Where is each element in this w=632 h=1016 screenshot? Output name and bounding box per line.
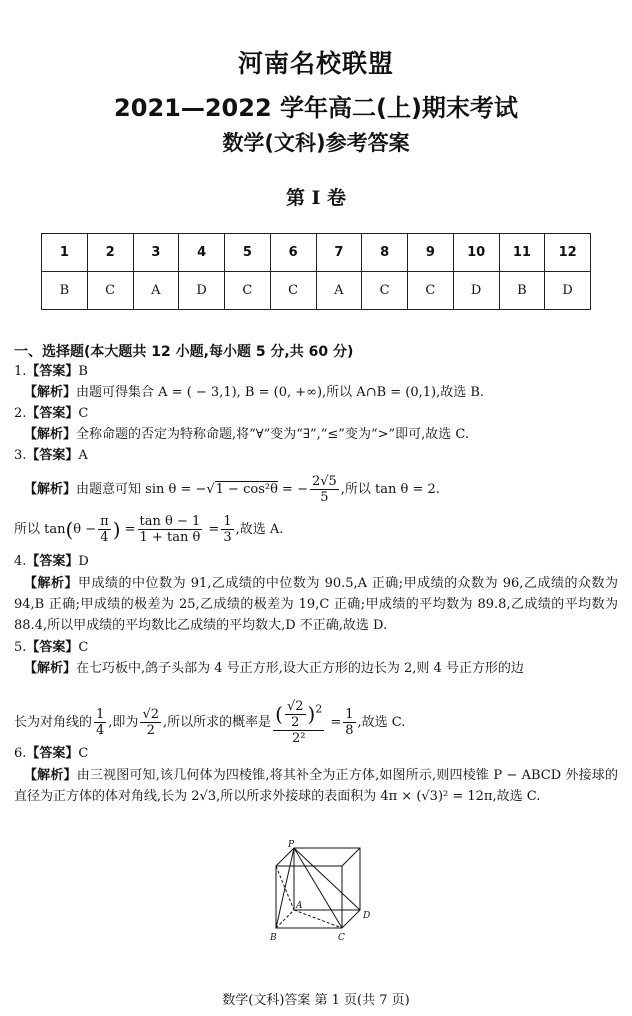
q5-text: ,所以所求的概率是 xyxy=(163,715,272,730)
q3-text: = − xyxy=(277,482,308,497)
header-title-subject: 数学(文科)参考答案 xyxy=(222,131,410,155)
q3-explanation-line2 xyxy=(14,514,283,545)
table-cell: 5 xyxy=(225,234,271,272)
explain-label: 【解析】 xyxy=(24,427,77,442)
table-cell: C xyxy=(225,272,271,310)
fraction-denominator: 4 xyxy=(96,723,105,738)
q3-sqrt-content: 1 − cos²θ xyxy=(215,482,278,497)
q5-text: ,故选 C. xyxy=(357,715,406,730)
q5-answer-value: C xyxy=(78,640,89,655)
table-cell: A xyxy=(133,272,179,310)
header-title-union: 河南名校联盟 xyxy=(237,49,394,78)
label-a: A xyxy=(296,901,303,911)
table-cell: 2 xyxy=(87,234,133,272)
q3-text: ,故选 A. xyxy=(235,522,284,537)
left-paren: ( xyxy=(65,517,74,542)
q1-number: 1. xyxy=(14,364,27,379)
answer-label: 【答案】 xyxy=(26,746,79,761)
page-footer: 数学(文科)答案 第 1 页(共 7 页) xyxy=(222,993,410,1008)
fraction-numerator: 2√5 xyxy=(311,474,337,489)
fraction-numerator: √2 xyxy=(142,707,159,722)
fraction-numerator: 1 xyxy=(345,707,354,722)
cube-front-face xyxy=(276,866,342,928)
q5-number: 5. xyxy=(14,640,27,655)
left-paren: ( xyxy=(275,702,283,726)
q3-text: 所以 tan xyxy=(14,522,66,537)
q3-text: 由题意可知 sin θ = − xyxy=(76,482,207,497)
q5-text: 在七巧板中,鸽子头部为 4 号正方形,设大正方形的边长为 2,则 4 号正方形的边 xyxy=(76,661,524,676)
fraction-denominator: 1 + tan θ xyxy=(139,530,201,545)
fraction-numerator: √2 xyxy=(286,699,304,714)
cube-pyramid-figure xyxy=(266,838,376,943)
q2-number: 2. xyxy=(14,406,27,421)
table-cell: 4 xyxy=(179,234,225,272)
q1-answer xyxy=(14,362,88,382)
table-cell: 3 xyxy=(133,234,179,272)
volume-title: 第 I 卷 xyxy=(285,187,347,209)
exponent: 2 xyxy=(315,702,323,716)
q3-fraction xyxy=(221,514,233,545)
right-paren: ) xyxy=(112,517,121,542)
fraction-denominator: 5 xyxy=(320,490,329,505)
table-cell: A xyxy=(316,272,362,310)
q5-inner-fraction xyxy=(285,699,306,730)
answer-label: 【答案】 xyxy=(26,406,79,421)
fraction-denominator: 2 xyxy=(291,715,300,730)
explain-label: 【解析】 xyxy=(24,482,77,497)
table-cell: 8 xyxy=(362,234,408,272)
q4-answer-value: D xyxy=(78,554,89,569)
q3-text: = xyxy=(120,522,136,537)
answer-label: 【答案】 xyxy=(26,448,79,463)
q4-explanation xyxy=(14,573,618,636)
fraction-numerator xyxy=(273,699,324,731)
q5-text: ,即为 xyxy=(108,715,139,730)
label-b: B xyxy=(270,933,277,943)
q6-answer-value: C xyxy=(78,746,89,761)
table-cell: 10 xyxy=(453,234,499,272)
answer-table-answers xyxy=(42,272,591,310)
table-cell: 6 xyxy=(270,234,316,272)
answer-table-numbers xyxy=(42,234,591,272)
fraction-numerator: tan θ − 1 xyxy=(139,514,201,529)
q3-text: = xyxy=(204,522,220,537)
label-d: D xyxy=(363,911,371,921)
right-paren: ) xyxy=(307,702,316,726)
table-cell: B xyxy=(499,272,545,310)
q6-answer xyxy=(14,744,88,764)
table-cell: D xyxy=(545,272,591,310)
table-cell: 9 xyxy=(408,234,454,272)
fraction-numerator: π xyxy=(100,514,109,529)
header-title-exam: 2021—2022 学年高二(上)期末考试 xyxy=(114,94,518,122)
answer-table xyxy=(41,233,591,310)
table-cell: C xyxy=(270,272,316,310)
q5-explanation-line1 xyxy=(24,659,524,679)
q5-fraction xyxy=(94,707,106,738)
q3-answer xyxy=(14,446,88,466)
answer-label: 【答案】 xyxy=(26,640,79,655)
table-cell: 7 xyxy=(316,234,362,272)
section-title: 一、选择题(本大题共 12 小题,每小题 5 分,共 60 分) xyxy=(14,344,354,360)
q5-answer xyxy=(14,638,88,658)
q6-explanation xyxy=(14,765,618,807)
table-cell: C xyxy=(408,272,454,310)
q3-explanation-line1 xyxy=(24,474,440,505)
q3-answer-value: A xyxy=(78,448,88,463)
q6-number: 6. xyxy=(14,746,27,761)
table-cell: 12 xyxy=(545,234,591,272)
table-cell: 1 xyxy=(42,234,88,272)
label-p: P xyxy=(288,840,295,850)
explain-label: 【解析】 xyxy=(24,385,77,400)
q5-explanation-line2 xyxy=(14,699,405,746)
fraction-denominator: 2 xyxy=(146,723,155,738)
q5-fraction xyxy=(343,707,355,738)
q2-explanation xyxy=(24,425,469,445)
fraction-numerator: 1 xyxy=(96,707,105,722)
answer-label: 【答案】 xyxy=(26,554,79,569)
q1-explanation-text: 由题可得集合 A = ( − 3,1), B = (0, +∞),所以 A∩B = (0,1),故选 B. xyxy=(76,385,485,400)
q3-text: ,所以 tan θ = 2. xyxy=(340,482,440,497)
answer-label: 【答案】 xyxy=(26,364,79,379)
explain-label: 【解析】 xyxy=(24,768,77,783)
table-cell: B xyxy=(42,272,88,310)
table-cell: 11 xyxy=(499,234,545,272)
fraction-denominator: 8 xyxy=(345,723,354,738)
q4-answer xyxy=(14,552,89,572)
q5-text: 长为对角线的 xyxy=(14,715,93,730)
explain-label: 【解析】 xyxy=(24,661,77,676)
q3-fraction xyxy=(310,474,339,505)
q3-number: 3. xyxy=(14,448,27,463)
table-cell: C xyxy=(87,272,133,310)
q4-explanation-text: 甲成绩的中位数为 91,乙成绩的中位数为 90.5,A 正确;甲成绩的众数为 96,乙成绩的众数为 94,B 正确;甲成绩的极差为 25,乙成绩的极差为 19,C 正确;甲成绩的平均数为 89.8,乙成绩的平均数为 88.4,所以甲成绩的平均数比乙成绩的平均数大,D 不正确,故选 D. xyxy=(14,576,618,633)
q2-explanation-text: 全称命题的否定为特称命题,将“∀”变为“∃”,“≤”变为“>”即可,故选 C. xyxy=(76,427,470,442)
table-cell: D xyxy=(453,272,499,310)
q5-fraction-squared xyxy=(273,699,324,746)
explain-label: 【解析】 xyxy=(24,576,79,591)
q1-answer-value: B xyxy=(78,364,88,379)
fraction-denominator: 2² xyxy=(291,731,306,746)
q5-text: = xyxy=(326,715,342,730)
fraction-numerator: 1 xyxy=(223,514,232,529)
q4-number: 4. xyxy=(14,554,27,569)
fraction-denominator: 4 xyxy=(100,530,109,545)
label-c: C xyxy=(338,933,345,943)
q3-fraction xyxy=(98,514,111,545)
q3-text: θ − xyxy=(73,522,97,537)
q5-fraction xyxy=(140,707,161,738)
q2-answer-value: C xyxy=(78,406,89,421)
q2-answer xyxy=(14,404,88,424)
q3-fraction xyxy=(138,514,203,545)
table-cell: D xyxy=(179,272,225,310)
sqrt-symbol: √ xyxy=(206,482,215,497)
q6-explanation-text: 由三视图可知,该几何体为四棱锥,将其补全为正方体,如图所示,则四棱锥 P − ABCD 外接球的直径为正方体的体对角线,长为 2√3,所以所求外接球的表面积为 4π × (√3)² = 12π,故选 C. xyxy=(14,768,618,804)
table-cell: C xyxy=(362,272,408,310)
fraction-denominator: 3 xyxy=(223,530,232,545)
q1-explanation xyxy=(24,383,484,403)
